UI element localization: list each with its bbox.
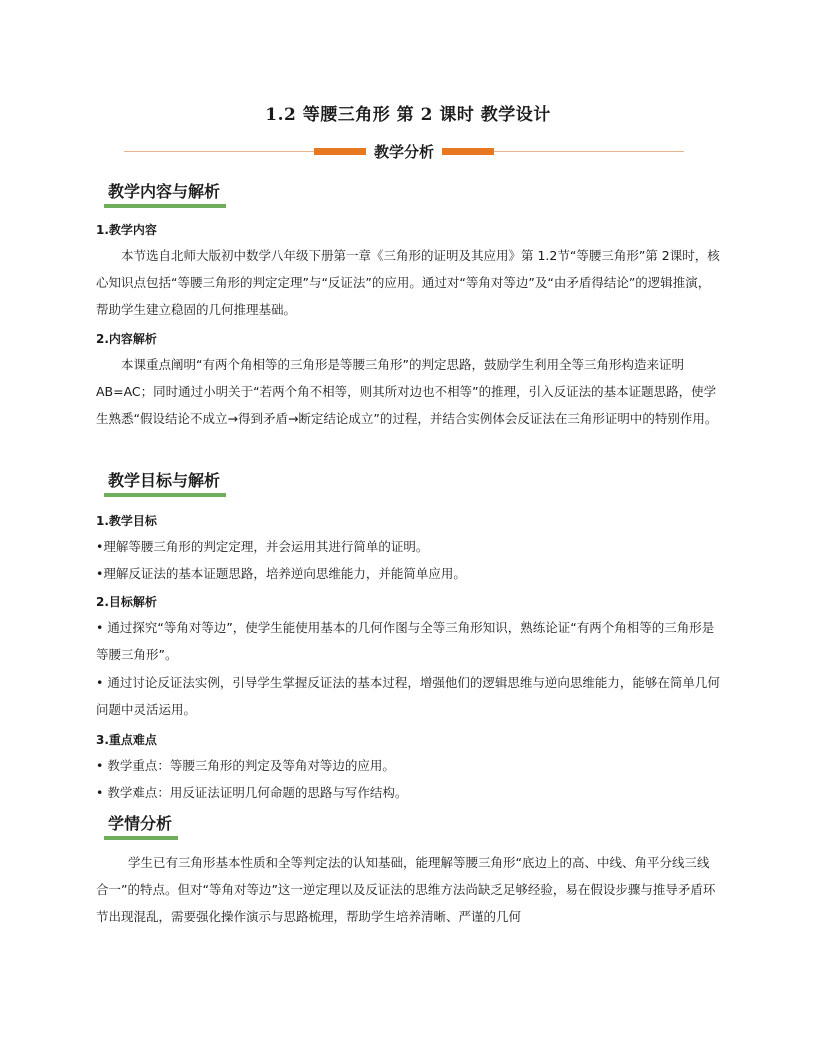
subheading-goal-analysis: 2.目标解析: [96, 595, 157, 609]
subheading-teaching-content: 1.教学内容: [96, 223, 157, 237]
section-heading-content: [104, 181, 226, 205]
paragraph-content-analysis: 本课重点阐明“有两个角相等的三角形是等腰三角形”的判定思路，鼓励学生利用全等三角形构造来证明 AB=AC；同时通过小明关于“若两个角不相等，则其所对边也不相等”的推理，引入反证法的基本证题思路，使学生熟悉“假设结论不成立→得到矛盾→断定结论成立”的过程，并结合实例体会反证法在三角形证明中的特别作用。: [96, 357, 718, 426]
goal-item: •理解等腰三角形的判定定理，并会运用其进行简单的证明。: [96, 539, 429, 554]
section-heading-text: 学情分析: [108, 814, 173, 833]
banner-line-left: [124, 151, 314, 152]
banner-line-right: [494, 151, 684, 152]
subheading-key-difficult: 3.重点难点: [96, 733, 157, 747]
subheading-teaching-goals: 1.教学目标: [96, 514, 157, 528]
section-heading-text: 教学内容与解析: [108, 182, 221, 201]
difficulty-item: • 教学难点：用反证法证明几何命题的思路与写作结构。: [96, 785, 408, 800]
banner-bar-left: [314, 148, 366, 155]
key-point-item: • 教学重点：等腰三角形的判定及等角对等边的应用。: [96, 758, 395, 773]
document-title: 1.2 等腰三角形 第 2 课时 教学设计: [265, 105, 551, 125]
paragraph-student-analysis: 学生已有三角形基本性质和全等判定法的认知基础，能理解等腰三角形“底边上的高、中线、角平分线三线合一”的特点。但对“等角对等边”这一逆定理以及反证法的思维方法尚缺乏足够经验，易在假设步骤与推导矛盾环节出现混乱，需要强化操作演示与思路梳理，帮助学生培养清晰、严谨的几何: [96, 855, 716, 924]
paragraph-teaching-content: 本节选自北师大版初中数学八年级下册第一章《三角形的证明及其应用》第 1.2节“等腰三角形”第 2课时，核心知识点包括“等腰三角形的判定定理”与“反证法”的应用。通过对“等角对等边”及“由矛盾得结论”的逻辑推演，帮助学生建立稳固的几何推理基础。: [96, 248, 720, 317]
section-banner: [124, 140, 684, 164]
banner-bar-right: [442, 148, 494, 155]
analysis-item: • 通过探究“等角对等边”，使学生能使用基本的几何作图与全等三角形知识，熟练论证“有两个角相等的三角形是等腰三角形”。: [96, 620, 715, 662]
goal-item: •理解反证法的基本证题思路，培养逆向思维能力，并能简单应用。: [96, 566, 466, 581]
section-heading-goals: [104, 470, 226, 494]
section-heading-text: 教学目标与解析: [108, 471, 221, 490]
banner-label: 教学分析: [373, 143, 434, 161]
section-heading-students: [104, 813, 178, 837]
subheading-content-analysis: 2.内容解析: [96, 332, 157, 346]
analysis-item: • 通过讨论反证法实例，引导学生掌握反证法的基本过程，增强他们的逻辑思维与逆向思维能力，能够在简单几何问题中灵活运用。: [96, 675, 720, 717]
